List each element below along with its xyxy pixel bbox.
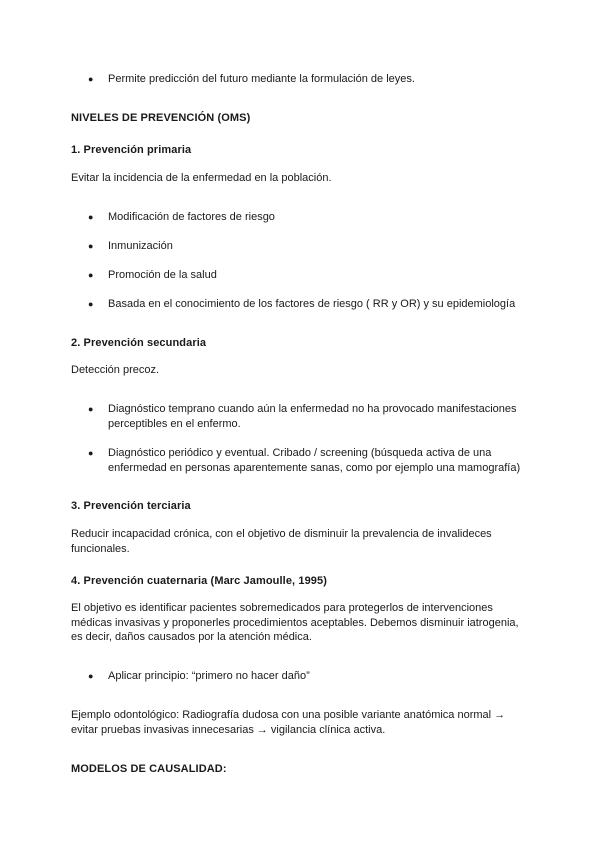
section-title: NIVELES DE PREVENCIÓN (OMS) xyxy=(71,112,251,124)
list-item xyxy=(88,297,533,312)
list-item xyxy=(88,268,533,283)
list-item-text: Permite predicción del futuro mediante la formulación de leyes. xyxy=(108,73,415,85)
list-item xyxy=(88,72,533,87)
list-item-text: Promoción de la salud xyxy=(108,269,217,281)
subsection-title-secundaria: 2. Prevención secundaria xyxy=(71,337,207,349)
subsection-title-primaria: 1. Prevención primaria xyxy=(71,144,192,156)
bullet-icon: ● xyxy=(88,299,94,309)
bullet-icon: ● xyxy=(88,270,94,280)
list-item xyxy=(88,669,533,684)
example-paragraph: Ejemplo odontológico: Radiografía dudosa con una posible variante anatómica normal → evitar pruebas invasivas innecesarias → vigilancia clínica activa. xyxy=(71,709,506,736)
list-item xyxy=(88,239,533,254)
list-item-text: Basada en el conocimiento de los factores de riesgo ( RR y OR) y su epidemiología xyxy=(108,298,516,310)
list-item xyxy=(88,402,533,431)
list-item-text: Aplicar principio: “primero no hacer daño” xyxy=(108,670,310,682)
paragraph: Detección precoz. xyxy=(71,364,160,376)
paragraph: Evitar la incidencia de la enfermedad en la población. xyxy=(71,172,332,184)
paragraph: El objetivo es identificar pacientes sobremedicados para protegerlos de intervenciones médicas invasivas y proponerles procedimientos aceptables. Debemos disminuir iatrogenia, es decir, daños causados por la atención médica. xyxy=(71,602,519,643)
list-item-text: Inmunización xyxy=(108,240,173,252)
subsection-title-terciaria: 3. Prevención terciaria xyxy=(71,500,191,512)
bullet-icon: ● xyxy=(88,671,94,681)
list-item-text: Modificación de factores de riesgo xyxy=(108,211,275,223)
section-title-modelos: MODELOS DE CAUSALIDAD: xyxy=(71,763,227,775)
list-item-text: Diagnóstico periódico y eventual. Cribado / screening (búsqueda activa de una enfermedad en personas aparentemente sanas, como por ejemplo una mamografía) xyxy=(108,447,521,474)
bullet-icon: ● xyxy=(88,448,94,458)
paragraph: Reducir incapacidad crónica, con el objetivo de disminuir la prevalencia de invalideces funcionales. xyxy=(71,528,492,555)
bullet-icon: ● xyxy=(88,404,94,414)
list-item xyxy=(88,210,533,225)
bullet-icon: ● xyxy=(88,241,94,251)
list-item-text: Diagnóstico temprano cuando aún la enfermedad no ha provocado manifestaciones perceptibles en el enfermo. xyxy=(108,403,517,430)
bullet-icon: ● xyxy=(88,212,94,222)
bullet-icon: ● xyxy=(88,74,94,84)
subsection-title-cuaternaria: 4. Prevención cuaternaria (Marc Jamoulle, 1995) xyxy=(71,575,327,587)
list-item xyxy=(88,446,533,475)
